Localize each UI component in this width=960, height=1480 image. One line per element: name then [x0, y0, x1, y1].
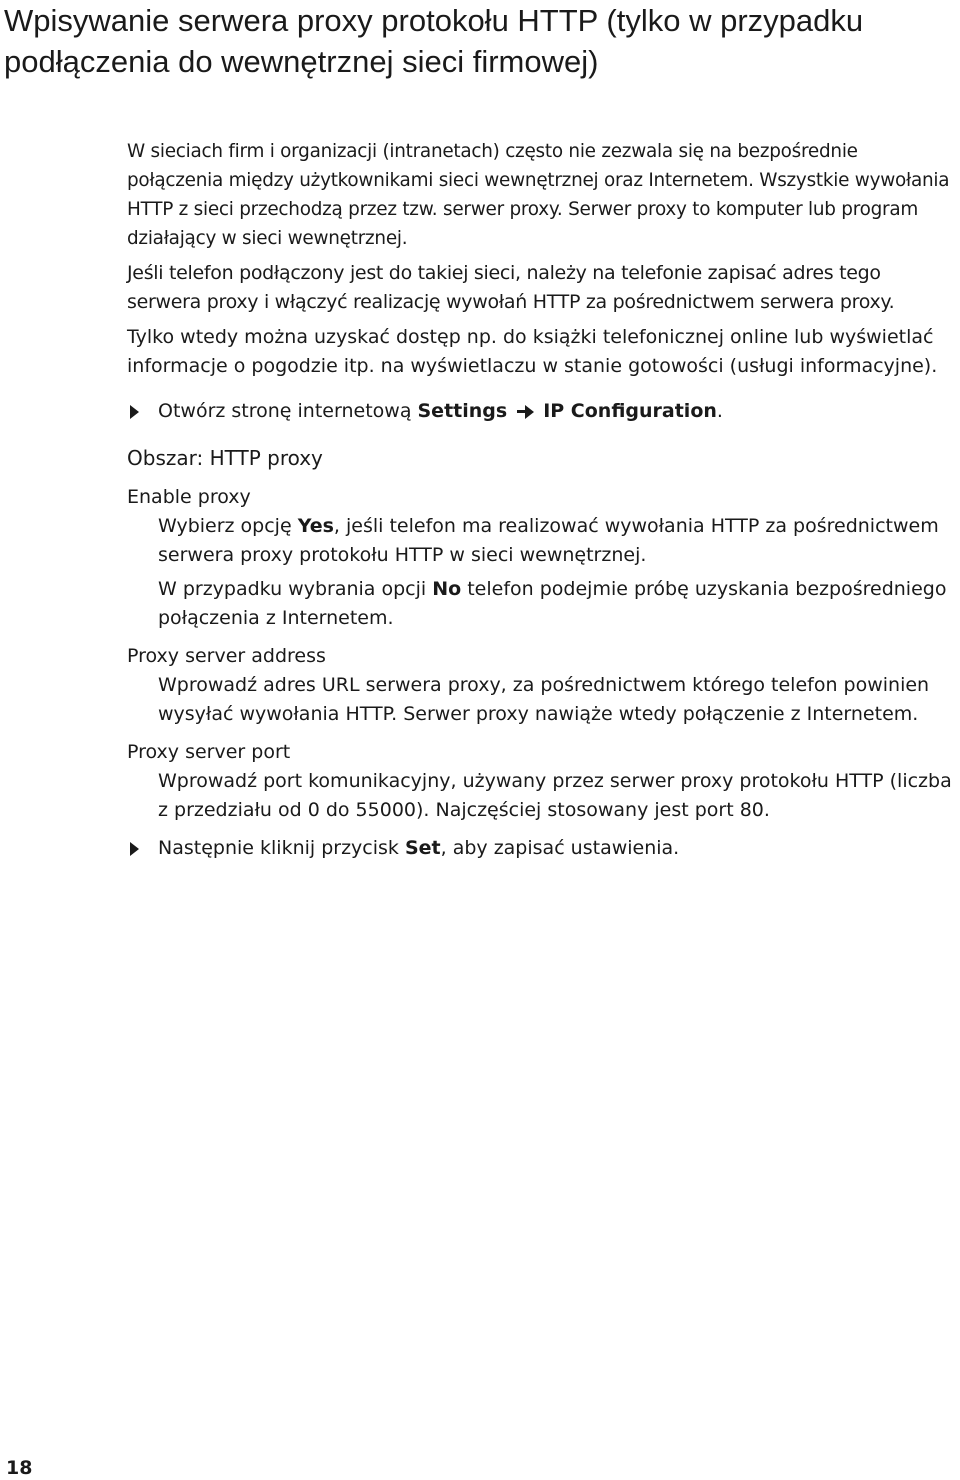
set-button-label[interactable]: Set [404, 837, 441, 859]
access-info-paragraph: Tylko wtedy można uzyskać dostęp np. do książki telefonicznej online lub wyświetlać informacje o pogodzie itp. na wyświetlaczu w stanie gotowości (usługi informacyjne). [127, 326, 938, 377]
page-number: 18 [6, 1457, 33, 1479]
enable-proxy-desc-no-pre: W przypadku wybrania opcji [158, 578, 433, 600]
step-save-post: , aby zapisać ustawienia. [440, 837, 680, 859]
step-open-text: Otwórz stronę internetową [158, 400, 418, 422]
enable-proxy-desc-yes-post: , jeśli telefon ma realizować wywołania HTTP za pośrednictwem serwera proxy protokołu HTTP w sieci wewnętrznej. [158, 515, 939, 566]
step-arrow-icon [130, 405, 139, 419]
settings-link[interactable]: Settings [417, 400, 508, 422]
ip-configuration-link[interactable]: IP Configuration [543, 400, 717, 422]
enable-proxy-desc-yes [158, 512, 955, 570]
enable-proxy-desc-yes-pre: Wybierz opcję [158, 515, 298, 537]
yes-option: Yes [297, 515, 334, 537]
proxy-server-port-desc: Wprowadź port komunikacyjny, używany przez serwer proxy protokołu HTTP (liczba z przedziału od 0 do 55000). Najczęściej stosowany jest port 80. [158, 770, 952, 821]
nav-arrow-icon [515, 405, 537, 419]
step-open-end: . [716, 400, 723, 422]
main-content [127, 137, 955, 863]
step-save-pre: Następnie kliknij przycisk [158, 837, 405, 859]
proxy-server-address-term: Proxy server address [127, 645, 326, 667]
step-arrow-icon [130, 842, 139, 856]
enable-proxy-desc-no-post: telefon podejmie próbę uzyskania bezpośredniego połączenia z Internetem. [158, 578, 947, 629]
no-option: No [432, 578, 462, 600]
proxy-server-port-term: Proxy server port [127, 741, 291, 763]
proxy-info-paragraph: Jeśli telefon podłączony jest do takiej sieci, należy na telefonie zapisać adres tego serwera proxy i włączyć realizację wywołań HTTP za pośrednictwem serwera proxy. [127, 262, 895, 313]
section-heading: Obszar: HTTP proxy [127, 446, 323, 470]
enable-proxy-term: Enable proxy [127, 486, 251, 508]
step-open-settings [127, 397, 955, 426]
step-save [127, 834, 955, 863]
proxy-server-address-desc: Wprowadź adres URL serwera proxy, za pośrednictwem którego telefon powinien wysyłać wywołania HTTP. Serwer proxy nawiąże wtedy połączenie z Internetem. [158, 674, 930, 725]
intro-paragraph: W sieciach firm i organizacji (intranetach) często nie zezwala się na bezpośrednie połączenia między użytkownikami sieci wewnętrznej oraz Internetem. Wszystkie wywołania HTTP z sieci przechodzą przez tzw. serwer proxy. Serwer proxy to komputer lub program działający w sieci wewnętrznej. [127, 141, 950, 249]
enable-proxy-desc-no [158, 575, 955, 633]
page-title: Wpisywanie serwera proxy protokołu HTTP (tylko w przypadku podłączenia do wewnętrznej sieci firmowej) [4, 3, 864, 79]
